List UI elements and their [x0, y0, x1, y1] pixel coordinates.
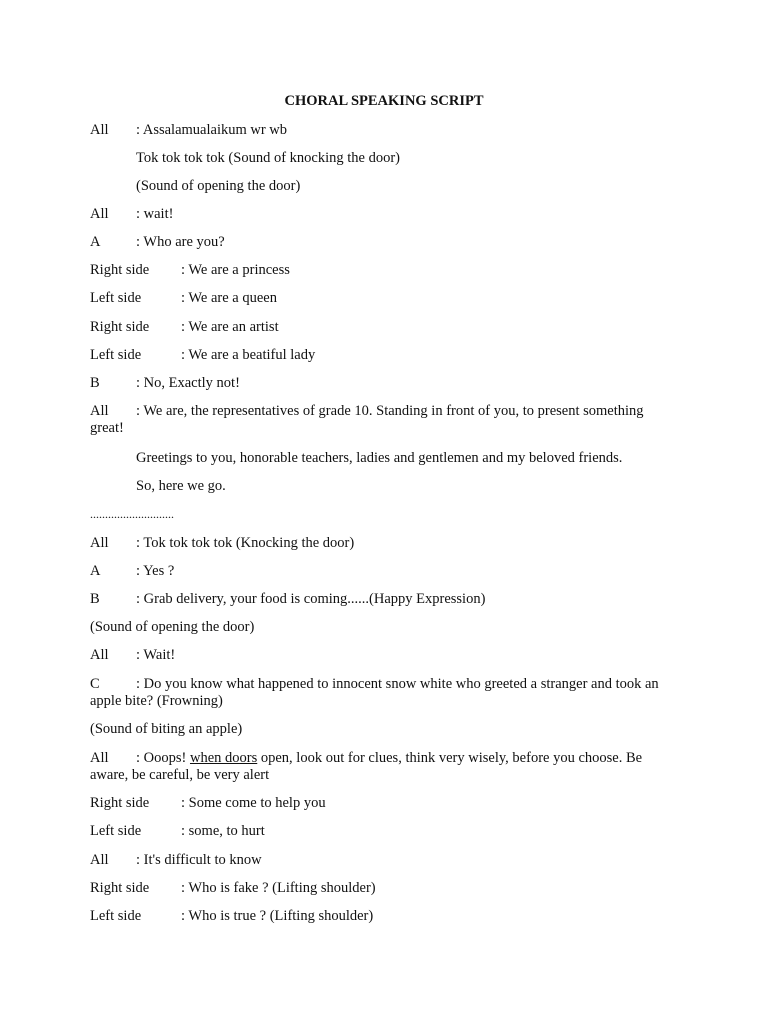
speaker-label: All — [90, 122, 109, 138]
script-line — [90, 375, 240, 392]
script-line — [90, 676, 680, 710]
underlined-phrase: when doors — [189, 750, 258, 766]
speaker-label: Left side — [90, 908, 142, 924]
script-line — [90, 880, 376, 897]
speaker-label: A — [90, 563, 101, 579]
speaker-label: All — [90, 535, 109, 551]
script-line — [90, 347, 315, 364]
script-line — [136, 150, 400, 167]
speaker-label: All — [90, 403, 109, 419]
line-text: : No, Exactly not! — [136, 375, 240, 391]
speaker-label: All — [90, 647, 109, 663]
script-line — [90, 290, 277, 307]
script-line — [90, 721, 242, 738]
script-line — [90, 319, 279, 336]
line-text: : We are an artist — [181, 319, 279, 335]
line-text: : Grab delivery, your food is coming......(Happy Expression) — [136, 591, 486, 607]
divider-dots: ............................ — [90, 507, 174, 521]
line-text: Tok tok tok tok (Sound of knocking the door) — [136, 150, 400, 166]
line-text: (Sound of biting an apple) — [90, 721, 243, 737]
line-text: (Sound of opening the door) — [90, 619, 255, 635]
script-line — [90, 206, 173, 223]
speaker-label: Left side — [90, 347, 142, 363]
speaker-label: Left side — [90, 290, 142, 306]
script-line — [136, 478, 226, 495]
line-text: So, here we go. — [136, 478, 226, 494]
script-line — [90, 908, 373, 925]
speaker-label: A — [90, 234, 101, 250]
page-title: CHORAL SPEAKING SCRIPT — [284, 93, 484, 109]
line-text: Greetings to you, honorable teachers, ladies and gentlemen and my beloved friends. — [136, 450, 623, 466]
line-text: : We are a queen — [181, 290, 277, 306]
script-line — [90, 647, 175, 664]
line-text: : It's difficult to know — [136, 852, 262, 868]
speaker-label: B — [90, 375, 100, 391]
script-line — [90, 403, 680, 437]
line-text: : wait! — [136, 206, 174, 222]
script-line — [90, 795, 326, 812]
script-line — [90, 563, 174, 580]
line-text: : Tok tok tok tok (Knocking the door) — [136, 535, 355, 551]
line-text: : We are a beatiful lady — [181, 347, 316, 363]
script-line — [136, 450, 622, 467]
script-line — [90, 591, 485, 608]
speaker-label: All — [90, 750, 109, 766]
script-line — [90, 122, 287, 139]
line-text: : Yes ? — [136, 563, 175, 579]
line-text: : We are, the representatives of grade 10. Standing in front of you, to present something great! — [90, 403, 644, 436]
script-line — [90, 234, 225, 251]
line-text-end: open, look out for clues, think very wisely, before you choose. Be aware, be careful, be very alert — [90, 750, 643, 783]
speaker-label: C — [90, 676, 100, 692]
line-text: : Do you know what happened to innocent snow white who greeted a stranger and took an apple bite? (Frowning) — [90, 676, 659, 709]
line-text: : Assalamualaikum wr wb — [136, 122, 288, 138]
line-text: : Wait! — [136, 647, 176, 663]
script-line — [90, 262, 290, 279]
line-text: : We are a princess — [181, 262, 290, 278]
line-text: (Sound of opening the door) — [136, 178, 301, 194]
script-line — [90, 619, 254, 636]
script-line — [90, 750, 680, 784]
section-divider — [90, 506, 174, 523]
script-line — [90, 535, 354, 552]
line-text: : some, to hurt — [181, 823, 265, 839]
line-text: : Who are you? — [136, 234, 225, 250]
script-line — [90, 823, 265, 840]
speaker-label: Right side — [90, 795, 150, 811]
speaker-label: All — [90, 206, 109, 222]
speaker-label: Right side — [90, 880, 150, 896]
line-text: : Who is fake ? (Lifting shoulder) — [181, 880, 376, 896]
line-text: : Who is true ? (Lifting shoulder) — [181, 908, 374, 924]
speaker-label: B — [90, 591, 100, 607]
speaker-label: Left side — [90, 823, 142, 839]
speaker-label: Right side — [90, 319, 150, 335]
script-line — [90, 852, 262, 869]
speaker-label: Right side — [90, 262, 150, 278]
speaker-label: All — [90, 852, 109, 868]
script-line — [136, 178, 300, 195]
line-text: : Some come to help you — [181, 795, 326, 811]
line-text-start: : Ooops! — [136, 750, 190, 766]
